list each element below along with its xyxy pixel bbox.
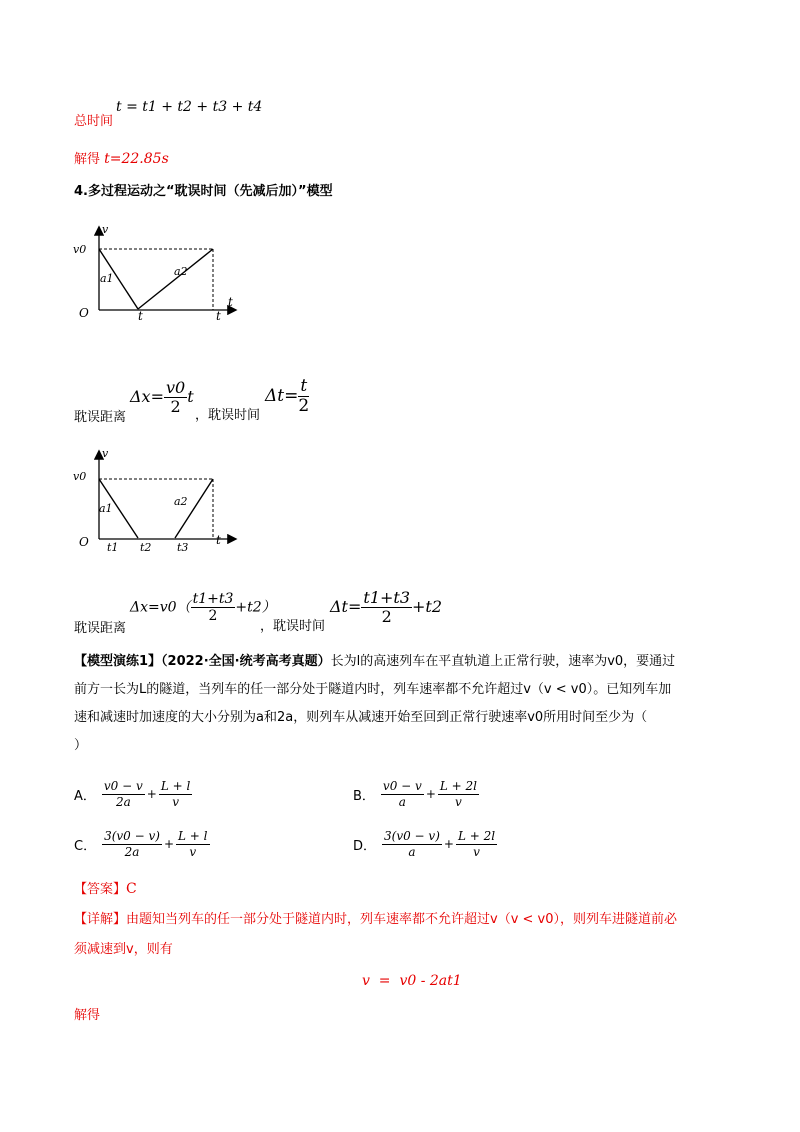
option-a-frac2 [159, 780, 193, 808]
problem-source: （2022·全国·统考高考真题） [161, 654, 331, 669]
graph1-y-label: v [102, 223, 109, 236]
delay2-dx-tail: +t2） [235, 599, 276, 616]
delay2-dt-lhs: Δt= [330, 597, 362, 616]
solution-prefix: 解得 [74, 152, 105, 167]
delay1-dx-formula [130, 380, 194, 415]
delay1-dx-num: v0 [165, 378, 186, 397]
problem-line-4: ） [74, 738, 88, 753]
delay2-dx-formula [130, 592, 276, 623]
option-d-d1: a [408, 844, 416, 859]
delay1-dt-den: 2 [298, 396, 310, 416]
delay1-dt-fraction [298, 378, 309, 415]
option-a-plus: + [146, 787, 157, 802]
section-heading: 4.多过程运动之“耽误时间（先减后加）”模型 [74, 184, 333, 199]
option-c-d2: v [189, 844, 197, 859]
graph-2 [70, 446, 250, 558]
detail-label: 【详解】 [74, 912, 127, 927]
delay2-dt-fraction [361, 590, 412, 625]
delay1-dt-formula [265, 378, 309, 415]
delay2-dt-num: t1+t3 [363, 588, 411, 607]
option-d[interactable] [353, 830, 497, 858]
option-d-n2: L + 2l [457, 829, 496, 843]
delay2-dx-den: 2 [208, 608, 218, 624]
graph2-v0-label: v0 [73, 470, 87, 483]
option-a-frac1 [102, 780, 145, 808]
graph2-a1-label: a1 [99, 502, 113, 515]
solution-value: t=22.85s [104, 151, 169, 167]
problem-statement [74, 650, 734, 758]
graph-1 [70, 222, 250, 324]
option-b-d2: v [455, 794, 462, 809]
option-a[interactable] [74, 780, 192, 808]
answer-line [74, 878, 137, 897]
graph2-y-label: v [102, 447, 109, 460]
delay1-dt-lhs: Δt= [265, 386, 299, 406]
answer-label: 【答案】 [74, 882, 127, 897]
option-d-frac1 [382, 830, 442, 858]
delay1-distance-label: 耽误距离 [74, 410, 127, 425]
delay2-dt-tail: +t2 [412, 597, 443, 616]
problem-line-3: 速和减速时加速度的大小分别为a和2a，则列车从减速开始至回到正常行驶速率v0所用时间至少为（ [74, 710, 648, 725]
option-b-n2: L + 2l [439, 779, 477, 793]
option-b[interactable] [353, 780, 479, 808]
delay1-dx-lhs: Δx= [130, 387, 164, 406]
detail-block [74, 908, 734, 962]
option-c-plus: + [163, 837, 175, 852]
option-d-d2: v [473, 844, 480, 859]
option-d-n1: 3(v0 − v) [384, 829, 440, 843]
delay2-distance-label: 耽误距离 [74, 621, 127, 636]
detail-text-1: 由题知当列车的任一部分处于隧道内时，列车速率都不允许超过v（v < v0），则列车进隧道前必 [126, 912, 678, 927]
delay2-dx-num: t1+t3 [192, 591, 234, 607]
graph1-a1-label: a1 [100, 272, 114, 285]
delay1-separator: ，耽误时间 [195, 408, 261, 423]
option-a-d2: v [172, 794, 179, 809]
delay1-dx-tail: t [187, 387, 194, 406]
option-b-frac2 [438, 780, 479, 808]
detail-equation: v = v0 - 2at1 [362, 973, 462, 989]
graph1-t-end-label: t [216, 309, 221, 323]
graph1-t-mid-label: t [138, 309, 143, 323]
option-b-letter: B． [353, 788, 375, 804]
option-a-letter: A． [74, 788, 96, 804]
delay2-dx-lhs: Δx=v0（ [130, 599, 191, 616]
option-a-n2: L + l [160, 779, 191, 793]
option-c-letter: C． [74, 838, 97, 854]
delay1-dx-den: 2 [170, 397, 181, 416]
option-c-frac1 [102, 830, 162, 858]
option-b-plus: + [425, 787, 436, 802]
graph2-x-label: t [216, 533, 221, 547]
option-c-d1: 2a [124, 844, 140, 859]
graph2-t1-label: t1 [107, 541, 119, 554]
graph2-accel-line [175, 479, 213, 538]
graph2-t3-label: t3 [177, 541, 189, 554]
graph1-accel-line [138, 249, 213, 309]
solution-line [74, 148, 169, 167]
detail-line-1 [74, 908, 734, 932]
detail-conclusion: 解得 [74, 1008, 101, 1023]
option-c-frac2 [176, 830, 210, 858]
option-c-n1: 3(v0 − v) [104, 829, 160, 843]
delay2-dt-formula [330, 590, 442, 625]
problem-text-1: 长为l的高速列车在平直轨道上正常行驶，速率为v0，要通过 [330, 654, 676, 669]
option-c[interactable] [74, 830, 210, 858]
total-time-label: 总时间 [74, 114, 114, 129]
option-d-frac2 [456, 830, 497, 858]
total-time-formula: t = t1 + t2 + t3 + t4 [116, 99, 263, 115]
option-b-frac1 [381, 780, 424, 808]
graph2-origin-label: O [79, 535, 89, 549]
option-b-d1: a [398, 794, 406, 809]
problem-line-2: 前方一长为L的隧道，当列车的任一部分处于隧道内时，列车速率都不允许超过v（v < v0）。已知列车加 [74, 682, 672, 697]
delay1-dt-num: t [300, 376, 308, 396]
delay2-separator: ，耽误时间 [260, 619, 326, 634]
problem-tag: 【模型演练1】 [74, 654, 162, 669]
problem-line-1 [74, 650, 734, 674]
graph2-t2-label: t2 [140, 541, 152, 554]
option-a-n1: v0 − v [103, 779, 143, 793]
delay1-dx-fraction [164, 380, 187, 415]
delay2-dx-fraction [191, 592, 236, 623]
graph1-x-label: t [228, 295, 233, 309]
graph1-origin-label: O [79, 306, 89, 320]
option-d-plus: + [443, 837, 454, 852]
option-d-letter: D． [353, 838, 377, 854]
graph1-a2-label: a2 [174, 265, 188, 278]
delay2-dt-den: 2 [381, 607, 392, 626]
detail-line-2: 须减速到v，则有 [74, 942, 173, 957]
option-a-d1: 2a [115, 794, 131, 809]
option-b-n1: v0 − v [382, 779, 422, 793]
graph1-v0-label: v0 [73, 243, 87, 256]
graph2-a2-label: a2 [174, 495, 188, 508]
option-c-n2: L + l [178, 829, 208, 843]
answer-value: C [126, 881, 137, 897]
